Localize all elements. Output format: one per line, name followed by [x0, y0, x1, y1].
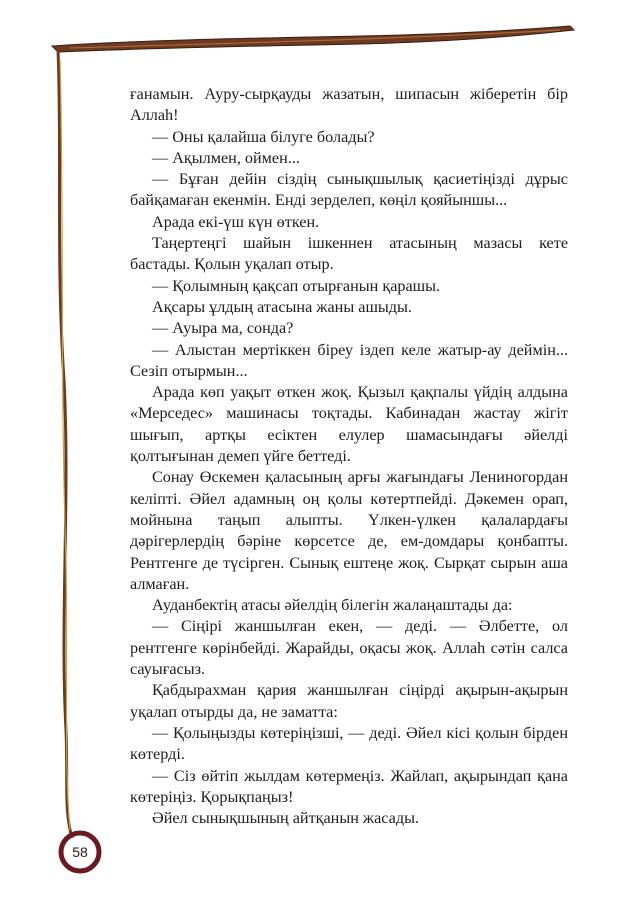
paragraph: — Сіз өйтіп жылдам көтермеңіз. Жайлап, ақырындап қана көтеріңіз. Қорықпаңыз! — [130, 766, 568, 806]
left-vine — [58, 50, 72, 838]
paragraph: Ауданбектің атасы әйелдің білегін жалаңаштады да: — [152, 596, 513, 615]
paragraph: — Қолымның қақсап отырғанын қарашы. — [152, 276, 441, 295]
paragraph: Қабдырахман қария жаншылған сіңірді ақырын-ақырын уқалап отырды да, не заматта: — [130, 681, 568, 721]
body-text — [130, 84, 568, 829]
paragraph: Арада екі-үш күн өткен. — [152, 212, 320, 231]
paragraph: — Сіңірі жаншылған екен, — деді. — Әлбетте, ол рентгенге көрінбейді. Жарайды, оқасы жоқ. Аллаһ сәтін салса сауығасыз. — [130, 617, 568, 679]
paragraph: Ақсары ұлдың атасына жаны ашыды. — [152, 297, 412, 316]
paragraph: — Бұған дейін сіздің сынықшылық қасиетіңізді дұрыс байқамаған екенмін. Енді зерделеп, көңіл қояйыншы... — [130, 170, 568, 210]
paragraph: Таңертеңгі шайын ішкеннен атасының мазасы кете бастады. Қолын уқалап отыр. — [130, 234, 568, 274]
page-number: 58 — [72, 844, 88, 860]
paragraph: — Алыстан мертіккен біреу іздеп келе жатыр-ау деймін... Сезіп отырмын... — [130, 340, 568, 380]
paragraph: — Қолыңызды көтеріңізші, — деді. Әйел кісі қолын бірден көтерді. — [130, 723, 568, 764]
paragraph: — Ақылмен, оймен... — [152, 148, 300, 167]
top-branch — [52, 26, 574, 52]
paragraph: — Оны қалайша білуге болады? — [152, 127, 375, 146]
paragraph: — Ауыра ма, сонда? — [152, 319, 294, 338]
paragraph: Арада көп уақыт өткен жоқ. Қызыл қақпалы үйдің алдына «Мерседес» машинасы тоқтады. Кабинадан жастау жігіт шығып, артқы есіктен елулер шамасындағы әйелді қолтығынан демеп үйге беттеді. — [130, 383, 568, 466]
paragraph: Сонау Өскемен қаласының арғы жағындағы Лениногордан келіпті. Әйел адамның оң қолы көтертпейді. Дәкемен орап, мойнына таңып алыпты. Үлкен-үлкен қалалардағы дәрігерлердің бәріне көрсетсе де, ем-домдары қонбапты. Рентгенге де түсірген. Сынық ештеңе жоқ. Сырқат сырын аша алмаған. — [130, 468, 568, 593]
paragraph: Әйел сынықшының айтқанын жасады. — [152, 809, 420, 828]
paragraph: ғанамын. Ауру-сырқауды жазатын, шипасын жіберетін бір Аллаһ! — [130, 85, 568, 125]
